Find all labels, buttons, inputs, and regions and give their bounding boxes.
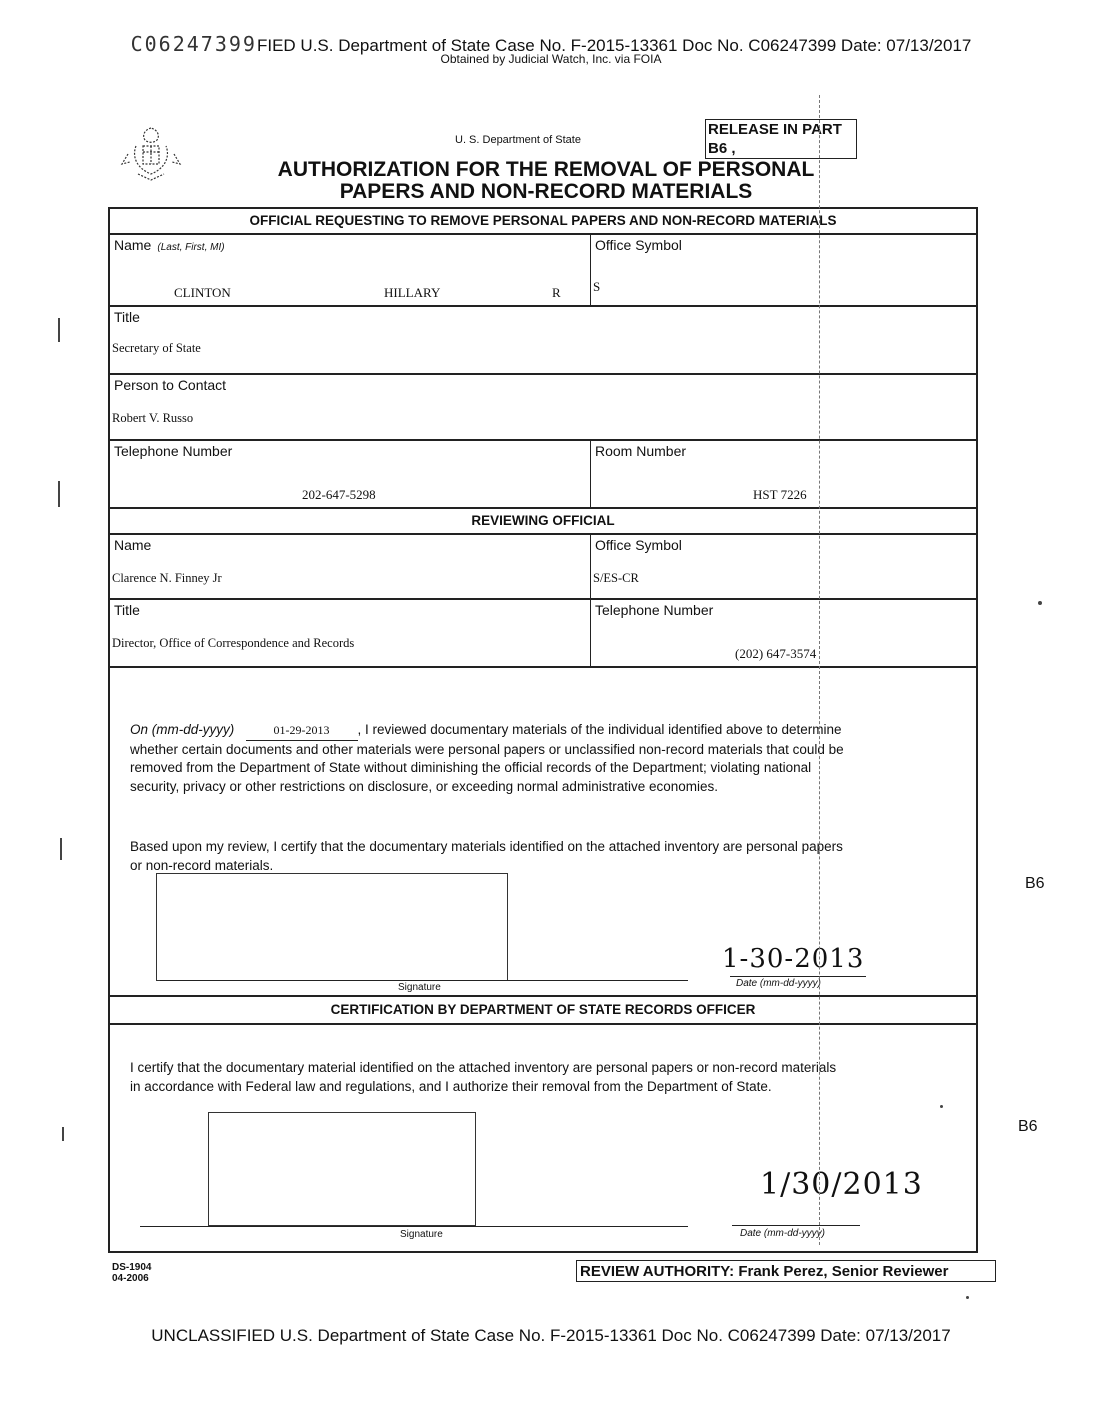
handwritten-date: 1-30-2013 bbox=[722, 944, 865, 974]
statement-line: , I reviewed documentary materials of the individual identified above to determine bbox=[357, 722, 842, 737]
section-title: CERTIFICATION BY DEPARTMENT OF STATE RECORDS OFFICER bbox=[330, 1002, 756, 1017]
department-name: U. S. Department of State bbox=[455, 134, 581, 146]
signature-line bbox=[140, 1226, 688, 1227]
reviewer-office-symbol-value: S/ES-CR bbox=[593, 571, 639, 585]
scan-fold-line bbox=[819, 95, 820, 1245]
doc-id-stamp: C06247399 bbox=[130, 32, 257, 56]
contact-value: Robert V. Russo bbox=[112, 411, 194, 425]
date-label: Date (mm-dd-yyyy) bbox=[736, 978, 822, 989]
first-name-value: HILLARY bbox=[384, 285, 441, 300]
scan-mark bbox=[60, 838, 62, 860]
name-hint: (Last, First, MI) bbox=[157, 242, 225, 253]
statement-line: security, privacy or other restrictions on disclosure, or exceeding normal administrative economies. bbox=[130, 778, 718, 794]
statement-line: whether certain documents and other materials were personal papers or unclassified non-record materials that could be bbox=[130, 741, 844, 757]
form-title-line1: AUTHORIZATION FOR THE REMOVAL OF PERSONAL bbox=[277, 158, 815, 181]
authorization-form bbox=[108, 207, 978, 997]
scan-dot bbox=[966, 1296, 969, 1299]
title-value: Secretary of State bbox=[112, 341, 201, 355]
reviewer-office-symbol-field bbox=[590, 535, 976, 598]
form-number-value: DS-1904 bbox=[112, 1262, 152, 1273]
review-authority-stamp: REVIEW AUTHORITY: Frank Perez, Senior Reviewer bbox=[576, 1260, 996, 1282]
certification-line: I certify that the documentary material identified on the attached inventory are personal papers or non-record materials bbox=[130, 1060, 837, 1075]
requesting-title-row bbox=[110, 307, 976, 375]
signature-redaction-box bbox=[156, 873, 508, 981]
records-officer-header bbox=[108, 995, 978, 1025]
scan-mark bbox=[58, 481, 60, 507]
reviewer-office-symbol-label: Office Symbol bbox=[595, 537, 682, 553]
form-revision-date: 04-2006 bbox=[112, 1273, 149, 1284]
reviewer-title-row bbox=[110, 600, 976, 668]
room-field bbox=[590, 441, 976, 507]
scan-dot bbox=[940, 1105, 943, 1108]
contact-label: Person to Contact bbox=[114, 377, 227, 393]
form-title-line2: PAPERS AND NON-RECORD MATERIALS bbox=[339, 180, 753, 203]
name-label: Name (Last, First, MI) bbox=[114, 237, 225, 253]
requester-name-field bbox=[110, 235, 590, 305]
certification-line: in accordance with Federal law and regulations, and I authorize their removal from the Department of State. bbox=[130, 1078, 772, 1094]
release-stamp-line2: B6 , bbox=[708, 140, 736, 157]
section-title: OFFICIAL REQUESTING TO REMOVE PERSONAL PAPERS AND NON-RECORD MATERIALS bbox=[249, 213, 837, 228]
reviewer-phone-value: (202) 647-3574 bbox=[735, 646, 817, 661]
signature-line bbox=[160, 980, 688, 981]
redaction-code-b6: B6 bbox=[1018, 1118, 1038, 1135]
redaction-code-b6: B6 bbox=[1025, 875, 1045, 892]
reviewer-name-row bbox=[110, 535, 976, 600]
reviewer-name-field bbox=[110, 535, 590, 598]
reviewer-name-label: Name bbox=[114, 537, 152, 553]
reviewer-name-value: Clarence N. Finney Jr bbox=[112, 571, 222, 585]
release-stamp bbox=[705, 119, 857, 159]
classification-footer: UNCLASSIFIED U.S. Department of State Case No. F-2015-13361 Doc No. C06247399 Date: 07/13/2017 bbox=[151, 1326, 951, 1345]
last-name-value: CLINTON bbox=[174, 285, 231, 300]
on-date-label: On (mm-dd-yyyy) bbox=[130, 722, 235, 737]
reviewer-phone-label: Telephone Number bbox=[595, 602, 714, 618]
contact-row bbox=[110, 375, 976, 441]
form-number bbox=[112, 1262, 151, 1284]
signature-redaction-box bbox=[208, 1112, 476, 1226]
certify-line: Based upon my review, I certify that the documentary materials identified on the attached inventory are personal papers bbox=[130, 839, 843, 854]
reviewer-title-value: Director, Office of Correspondence and Records bbox=[112, 636, 355, 650]
date-line bbox=[730, 976, 866, 977]
room-label: Room Number bbox=[595, 443, 687, 459]
certify-statement-text bbox=[130, 838, 970, 875]
reviewer-title-field bbox=[110, 600, 590, 666]
title-label: Title bbox=[114, 309, 140, 325]
release-stamp-line1: RELEASE IN PART bbox=[708, 121, 842, 138]
reviewing-official-header bbox=[110, 509, 976, 535]
foia-source-line: Obtained by Judicial Watch, Inc. via FOIA bbox=[440, 52, 662, 66]
requester-office-symbol-field bbox=[590, 235, 976, 305]
reviewer-phone-field bbox=[590, 600, 976, 666]
review-statement-text bbox=[130, 721, 970, 796]
requester-phone-field bbox=[110, 441, 590, 507]
reviewer-title-label: Title bbox=[114, 602, 140, 618]
requesting-official-header bbox=[110, 209, 976, 235]
handwritten-date: 1/30/2013 bbox=[760, 1167, 923, 1202]
records-officer-block bbox=[108, 1025, 978, 1253]
scan-dot bbox=[1038, 601, 1042, 605]
header-text: FIED U.S. Department of State Case No. F-2015-13361 Doc No. C06247399 Date: 07/13/2017 bbox=[256, 36, 972, 55]
date-line bbox=[732, 1225, 860, 1226]
room-value: HST 7226 bbox=[753, 487, 807, 502]
middle-initial-value: R bbox=[552, 285, 561, 300]
statement-line: removed from the Department of State without diminishing the official records of the Department; violating national bbox=[130, 760, 812, 775]
signature-label: Signature bbox=[398, 982, 441, 993]
review-statement-block bbox=[110, 668, 976, 997]
phone-value: 202-647-5298 bbox=[302, 487, 376, 502]
phone-label: Telephone Number bbox=[114, 443, 233, 459]
review-date-value: 01-29-2013 bbox=[246, 721, 358, 741]
phone-room-row bbox=[110, 441, 976, 509]
scan-mark bbox=[62, 1127, 64, 1141]
section-title: REVIEWING OFFICIAL bbox=[471, 513, 615, 528]
records-certification-text bbox=[130, 1059, 970, 1096]
office-symbol-label: Office Symbol bbox=[595, 237, 682, 253]
date-label: Date (mm-dd-yyyy) bbox=[740, 1228, 826, 1239]
scan-mark bbox=[58, 318, 60, 342]
form-title bbox=[0, 159, 1092, 203]
signature-label: Signature bbox=[400, 1229, 443, 1240]
requesting-name-row bbox=[110, 235, 976, 307]
office-symbol-value: S bbox=[593, 279, 601, 294]
certify-line: or non-record materials. bbox=[130, 857, 274, 873]
